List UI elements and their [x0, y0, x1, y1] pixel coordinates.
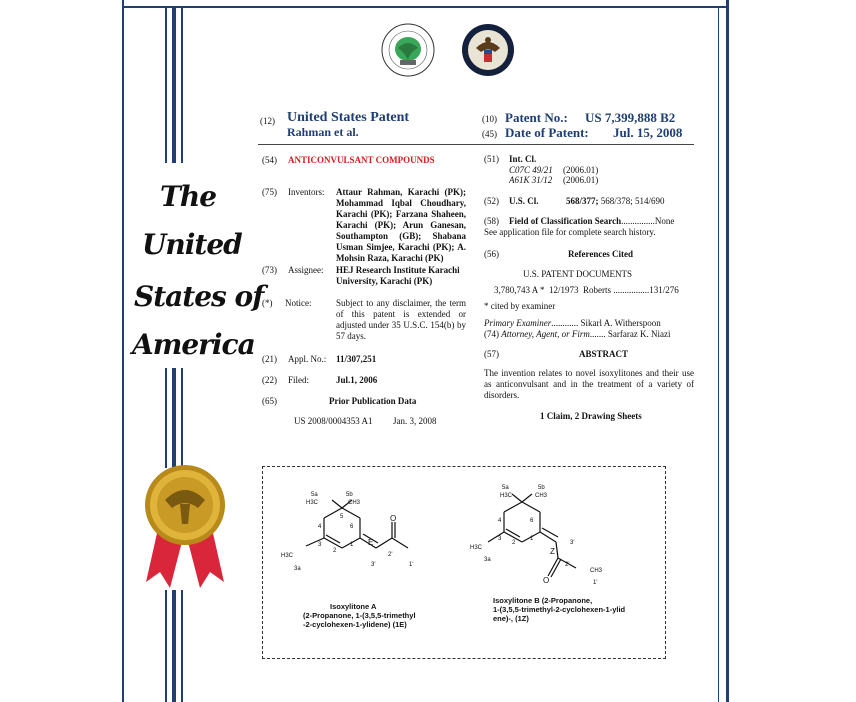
isoxylitone-a-structure [262, 466, 462, 596]
isoxylitone-b-structure [462, 466, 662, 596]
reference-number: 3,780,743 A * [494, 285, 545, 295]
inid-10: (10) [482, 114, 497, 124]
assignee-label: Assignee: [288, 265, 324, 275]
attorney-dots: ....... [589, 329, 606, 339]
label-a-5a: 5a [311, 492, 318, 498]
caption-b-line3: ene)-, (1Z) [493, 614, 529, 623]
label-a-2p: 2' [388, 552, 393, 558]
reference-date: 12/1973 [549, 285, 579, 295]
primary-examiner-dots: ............ [551, 318, 579, 328]
patent-title: ANTICONVULSANT COMPOUNDS [288, 155, 435, 165]
label-b-c4: 4 [498, 518, 502, 524]
label-b-h3c: H3C [470, 545, 483, 551]
caption-a-name: Isoxylitone A [330, 602, 377, 611]
inid-45: (45) [482, 129, 497, 139]
label-a-c3: 3 [318, 542, 322, 548]
attorney-label: Attorney, Agent, or Firm [501, 329, 590, 339]
label-b-3a: 3a [484, 557, 491, 563]
sidebar-text-america: America [132, 328, 255, 361]
patent-number: US 7,399,888 B2 [585, 110, 676, 125]
gold-seal-icon [140, 460, 230, 590]
inventors-label: Inventors: [288, 187, 325, 197]
field-of-search-value: None [654, 216, 675, 226]
int-cl-2-version: (2006.01) [563, 175, 599, 185]
label-b-1p: 1' [593, 580, 598, 586]
inid-75: (75) [262, 187, 277, 197]
primary-examiner-name: Sikarl A. Witherspoon [580, 318, 661, 328]
sidebar-stripe [172, 368, 176, 468]
field-of-search [509, 216, 674, 227]
date-of-patent-label: Date of Patent: [505, 125, 589, 140]
label-a-h3c: H3C [281, 553, 294, 559]
inid-notice: (*) [262, 298, 273, 308]
abstract-text: The invention relates to novel isoxylitones and their use as anticonvulsant and in the treatment of a variety of disorders. [484, 368, 694, 400]
date-of-patent: Jul. 15, 2008 [613, 125, 683, 140]
sidebar-stripe [172, 590, 176, 702]
prior-publication-date: Jan. 3, 2008 [393, 416, 437, 426]
label-a-3a: 3a [294, 566, 301, 572]
notice-label: Notice: [285, 298, 312, 308]
label-b-Z: Z [550, 547, 555, 556]
inid-22: (22) [262, 375, 277, 385]
int-cl-2: A61K 31/12 [509, 175, 553, 185]
label-a-E: E [368, 538, 374, 547]
label-b-c6: 6 [530, 518, 534, 524]
inid-56: (56) [484, 249, 499, 259]
label-b-c2: 2 [512, 540, 516, 546]
int-cl-1-version: (2006.01) [563, 165, 599, 175]
inid-74: (74) [484, 329, 499, 339]
label-b-2p: 2' [565, 562, 570, 568]
label-a-ch3-top: CH3 [348, 500, 361, 506]
primary-examiner-label: Primary Examiner [484, 318, 552, 328]
label-b-O: O [543, 576, 550, 585]
inid-57: (57) [484, 349, 499, 359]
label-b-h3c-top: H3C [500, 493, 513, 499]
sidebar-stripe [165, 368, 167, 468]
caption-a-line3: -2-cyclohexen-1-ylidene) (1E) [303, 620, 407, 629]
us-cl-main: 568/377; [566, 196, 599, 206]
prior-publication-number: US 2008/0004353 A1 [294, 416, 373, 426]
label-a-5b: 5b [346, 492, 353, 498]
field-of-search-note: See application file for complete search history. [484, 227, 656, 237]
reference-class: 131/276 [649, 285, 679, 295]
label-b-ch3: CH3 [590, 568, 603, 574]
caption-b-line2: 1-(3,5,5-trimethyl-2-cyclohexen-1-ylid [493, 605, 626, 614]
us-cl-label: U.S. Cl. [509, 196, 539, 206]
frame-right-line [726, 0, 729, 702]
us-cl-rest: 568/378; 514/690 [600, 196, 665, 206]
frame-top-line [122, 6, 729, 8]
inid-65: (65) [262, 396, 277, 406]
label-b-c3: 3 [498, 536, 502, 542]
patent-number-label: Patent No.: [505, 110, 568, 125]
label-b-3p: 3' [570, 540, 575, 546]
field-of-search-dots: ............... [621, 216, 655, 226]
us-cl-values [566, 196, 665, 207]
frame-right-inner-line [718, 8, 719, 702]
int-cl-label: Int. Cl. [509, 154, 537, 164]
abstract-label: ABSTRACT [579, 349, 629, 359]
field-of-search-label: Field of Classification Search [509, 216, 622, 226]
inventors-text: Attaur Rahman, Karachi (PK); Mohammad Iqbal Choudhary, Karachi (PK); Farzana Shaheen, Karachi (PK); Arun Ganesan, Southampton (GB); Shabana Usman Simjee, Karachi (PK); A. Mohsin Raza, Karachi (PK) [336, 187, 466, 263]
inid-73: (73) [262, 265, 277, 275]
label-a-c2: 2 [333, 548, 337, 554]
label-b-ch3-top: CH3 [535, 493, 548, 499]
int-cl-1: C07C 49/21 [509, 165, 553, 175]
sidebar-text-states-of: States of [134, 280, 264, 313]
inid-52: (52) [484, 196, 499, 206]
label-a-c1: 1 [350, 542, 354, 548]
label-a-c5: 5 [340, 514, 344, 520]
header-rule [258, 144, 694, 145]
references-cited-label: References Cited [568, 249, 634, 259]
cited-by-examiner: * cited by examiner [484, 301, 556, 311]
label-a-c4: 4 [318, 524, 322, 530]
attorney-name: Sarfaraz K. Niazi [607, 329, 671, 339]
uspto-seal-icon [460, 22, 516, 78]
label-b-c1: 1 [530, 536, 534, 542]
label-a-3p: 3' [371, 562, 376, 568]
primary-examiner [484, 318, 661, 329]
sidebar-stripe [181, 8, 183, 163]
inid-21: (21) [262, 354, 277, 364]
hej-institute-emblem-icon [380, 22, 436, 78]
label-b-5a: 5a [502, 485, 509, 491]
reference-row [494, 285, 679, 296]
label-a-O: O [390, 514, 397, 523]
reference-name: Roberts [583, 285, 612, 295]
inid-54: (54) [262, 155, 277, 165]
sidebar-stripe [172, 8, 176, 163]
caption-a-line2: (2-Propanone, 1-(3,5,5-trimethyl [303, 611, 416, 620]
sidebar-text-the: The [160, 180, 217, 213]
applicant-short: Rahman et al. [287, 125, 359, 139]
frame-left-line [122, 0, 124, 702]
sidebar-stripe [181, 590, 183, 702]
label-a-1p: 1' [409, 562, 414, 568]
sidebar-stripe [165, 8, 167, 163]
sidebar-text-united: United [142, 228, 242, 261]
filed-label: Filed: [288, 375, 310, 385]
label-b-5b: 5b [538, 485, 545, 491]
notice-text: Subject to any disclaimer, the term of this patent is extended or adjusted under 35 U.S.C. 154(b) by 57 days. [336, 298, 466, 341]
inid-12: (12) [260, 116, 275, 126]
label-a-h3c-top: H3C [306, 500, 319, 506]
assignee-text: HEJ Research Institute Karachi University, Karachi (PK) [336, 265, 460, 286]
us-patent-documents-label: U.S. PATENT DOCUMENTS [523, 269, 633, 279]
inid-51: (51) [484, 154, 499, 164]
filed-date: Jul.1, 2006 [336, 375, 378, 385]
caption-b-name: Isoxylitone B (2-Propanone, [493, 596, 593, 605]
reference-dots: ................ [613, 285, 650, 295]
prior-publication-label: Prior Publication Data [329, 396, 417, 406]
appl-no: 11/307,251 [336, 354, 377, 364]
label-a-c6: 6 [350, 524, 354, 530]
attorney [484, 329, 671, 340]
appl-no-label: Appl. No.: [288, 354, 327, 364]
inid-58: (58) [484, 216, 499, 226]
sidebar-stripe [181, 368, 183, 468]
sidebar-stripe [165, 590, 167, 702]
claims-summary: 1 Claim, 2 Drawing Sheets [540, 411, 642, 421]
document-type-title: United States Patent [287, 110, 410, 125]
